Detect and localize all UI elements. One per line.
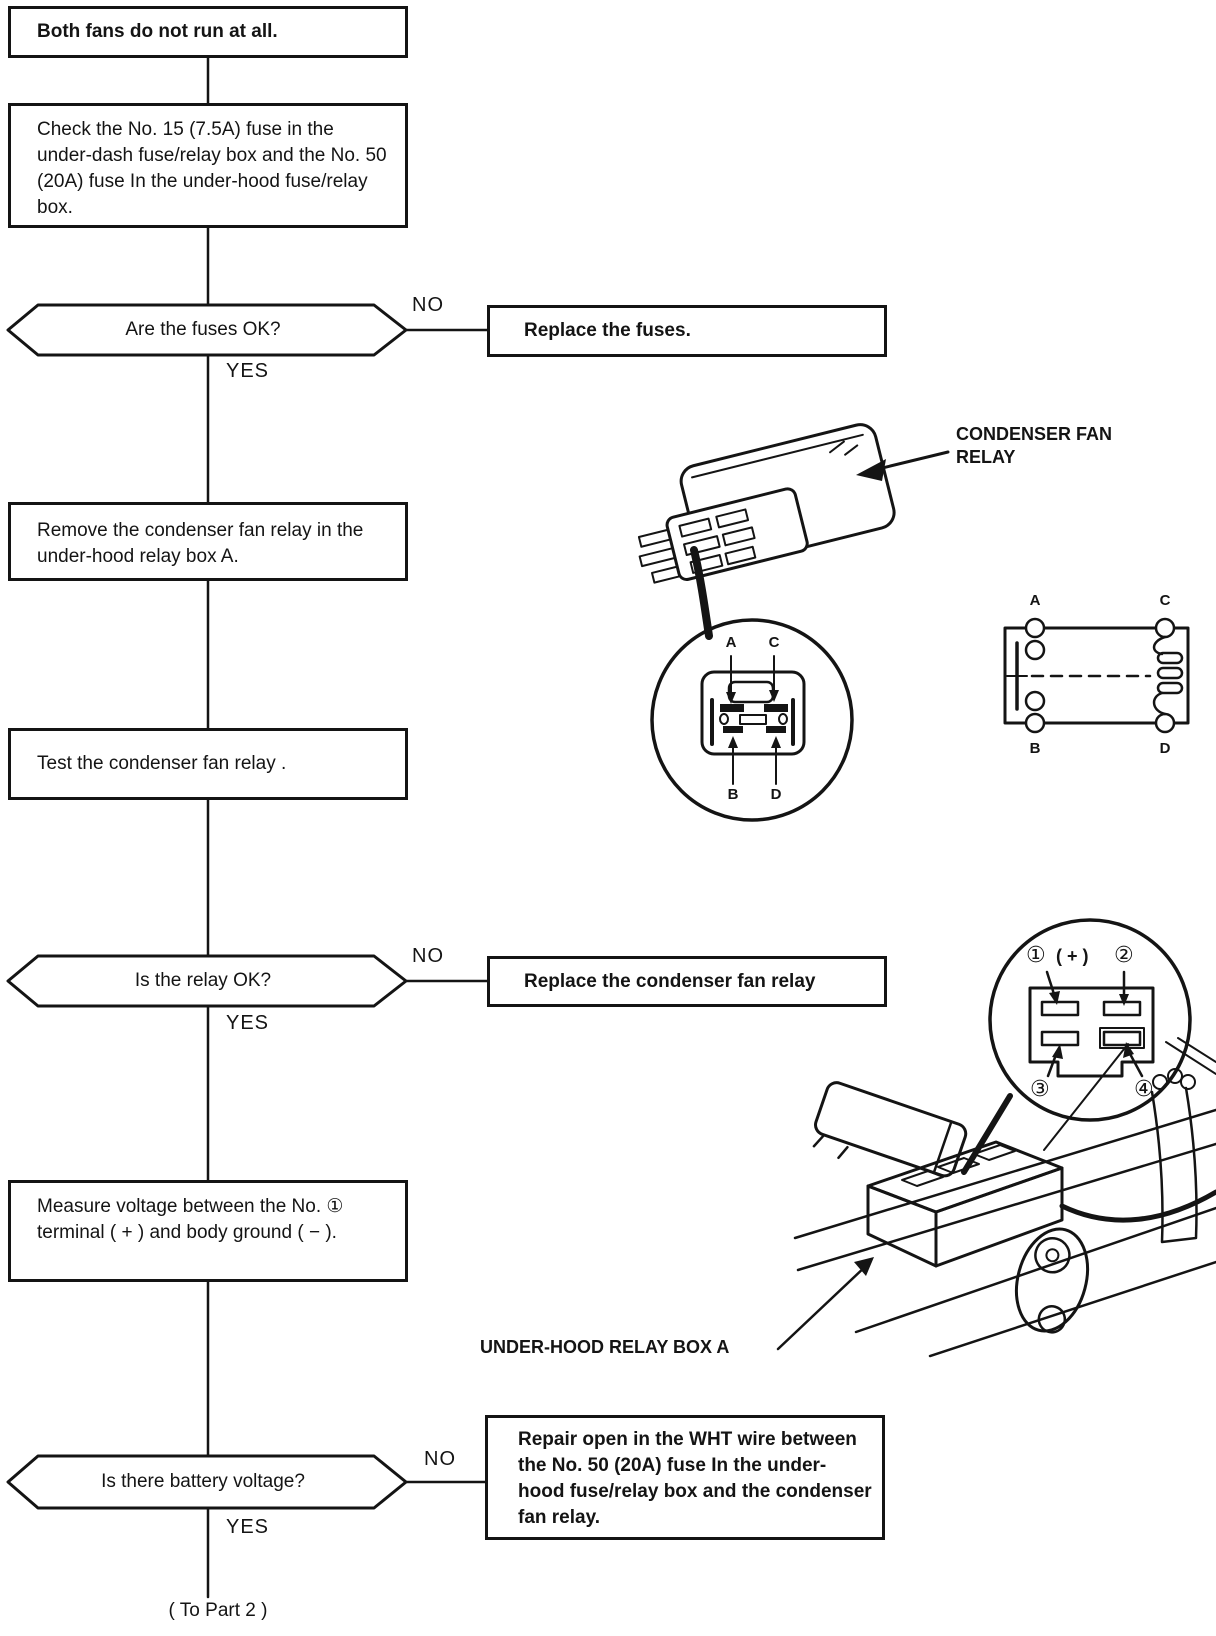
- relay-schematic: [1005, 619, 1188, 732]
- schematic-pin-c-label: C: [1159, 592, 1171, 609]
- under-hood-relay-box-callout: UNDER-HOOD RELAY BOX A: [480, 1337, 730, 1357]
- branch-yes-voltage: YES: [226, 1516, 270, 1538]
- relay-callout-arrowhead: [856, 459, 886, 481]
- flow-box-start: Both fans do not run at all.: [8, 6, 408, 58]
- decision-battery-voltage: Is there battery voltage?: [101, 1471, 305, 1492]
- schematic-pin-a-label: A: [1029, 592, 1041, 609]
- connector-pin-b-label: B: [727, 786, 739, 803]
- terminal-2-label: ②: [1114, 942, 1134, 967]
- terminal-3-label: ③: [1030, 1076, 1050, 1101]
- condenser-fan-relay-drawing: [621, 421, 948, 636]
- terminal-4-label: ④: [1134, 1076, 1154, 1101]
- decision-are-fuses-ok: Are the fuses OK?: [125, 319, 281, 340]
- flow-lines: [208, 57, 487, 1597]
- branch-no-fuses: NO: [412, 294, 444, 316]
- connector-pin-d-label: D: [770, 786, 782, 803]
- schematic-coil: [1154, 637, 1182, 714]
- flow-box-check-fuses: Check the No. 15 (7.5A) fuse in the under-dash fuse/relay box and the No. 50 (20A) fuse In the under-hood fuse/relay box.: [8, 103, 408, 228]
- schematic-pin-b-label: B: [1029, 740, 1041, 757]
- decision-is-relay-ok: Is the relay OK?: [134, 970, 272, 991]
- connector-pin-c-label: C: [768, 634, 780, 651]
- connector-pin-a-label: A: [725, 634, 737, 651]
- flow-box-measure-voltage: Measure voltage between the No. ① terminal ( + ) and body ground ( − ).: [8, 1180, 408, 1282]
- relay-connector-circle: [652, 620, 852, 820]
- under-hood-callout-line: [778, 1264, 868, 1349]
- branch-no-relay: NO: [412, 945, 444, 967]
- terminal-1-plus-sign: ( + ): [1056, 946, 1089, 966]
- schematic-pin-d-label: D: [1159, 740, 1171, 757]
- branch-yes-fuses: YES: [226, 360, 270, 382]
- branch-yes-relay: YES: [226, 1012, 270, 1034]
- to-part-2-label: ( To Part 2 ): [168, 1600, 268, 1621]
- flow-box-repair-wire: Repair open in the WHT wire between the No. 50 (20A) fuse In the under-hood fuse/relay box and the condenser fan relay.: [485, 1415, 885, 1540]
- flow-box-replace-fuses: Replace the fuses.: [487, 305, 887, 357]
- flow-box-remove-relay: Remove the condenser fan relay in the under-hood relay box A.: [8, 502, 408, 581]
- terminal-1-label: ①: [1026, 942, 1046, 967]
- condenser-fan-relay-callout: CONDENSER FAN RELAY: [956, 424, 1113, 467]
- flow-box-replace-relay: Replace the condenser fan relay: [487, 956, 887, 1007]
- branch-no-voltage: NO: [424, 1448, 456, 1470]
- flow-box-test-relay: Test the condenser fan relay .: [8, 728, 408, 800]
